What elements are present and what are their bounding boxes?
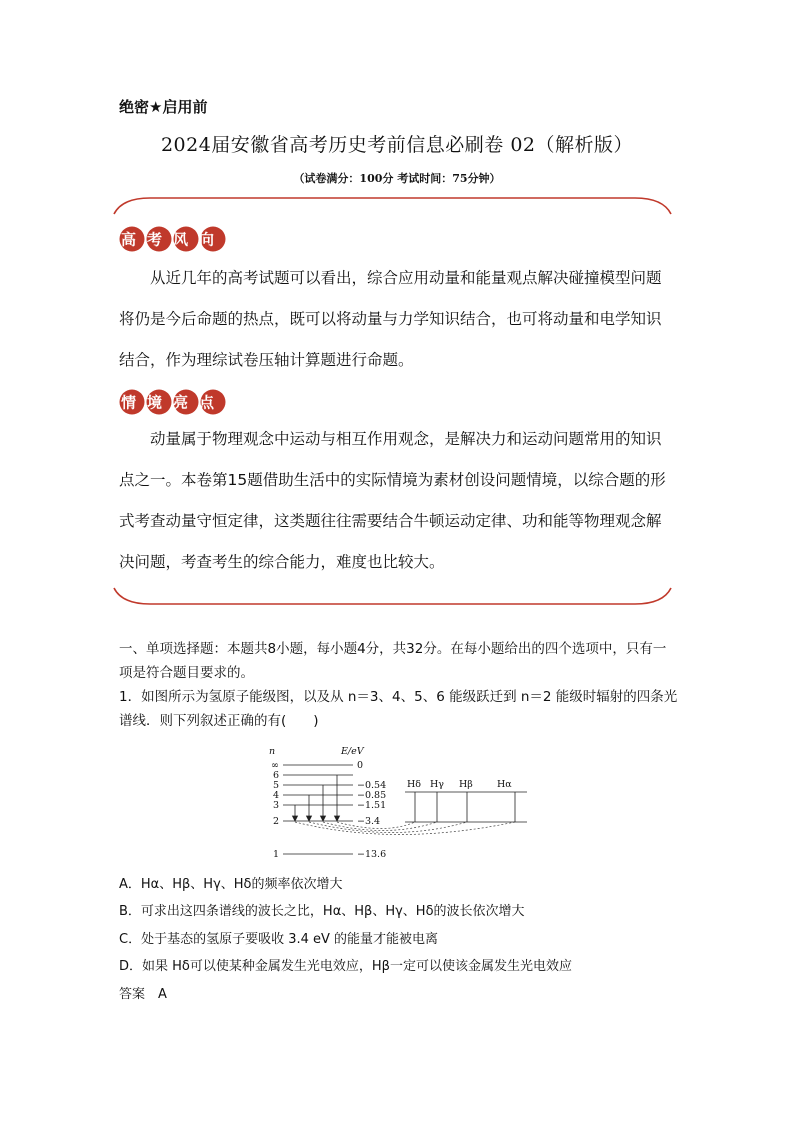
top-arc-divider [110, 192, 675, 218]
bottom-arc-divider [110, 584, 675, 610]
section-heading: 一、单项选择题：本题共8小题，每小题4分，共32分。在每小题给出的四个选项中，只有一项是符合题目要求的。 [119, 641, 667, 681]
level-e-3: −1.51 [357, 800, 387, 811]
question-1-stem: 1．如图所示为氢原子能级图，以及从 n＝3、4、5、6 能级跃迁到 n＝2 能级时辐射的四条光谱线．则下列叙述正确的有( ) [119, 689, 678, 729]
label-halpha: Hα [497, 779, 512, 790]
label-hgamma: Hγ [430, 779, 444, 790]
option-b: B．可求出这四条谱线的波长之比，Hα、Hβ、Hγ、Hδ的波长依次增大 [119, 904, 525, 919]
level-n-5: 5 [273, 780, 280, 791]
level-e-2: −3.4 [357, 816, 381, 827]
paragraph-highlight: 动量属于物理观念中运动与相互作用观念，是解决力和运动问题常用的知识点之一。本卷第15题借助生活中的实际情境为素材创设问题情境，以综合题的形式考查动量守恒定律，这类题往往需要结合牛顿运动定律、功和能等物理观念解决问题，考查考生的综合能力，难度也比较大。 [119, 430, 666, 571]
label-hdelta: Hδ [407, 779, 422, 790]
exam-meta: （试卷满分：100分 考试时间：75分钟） [293, 172, 501, 185]
level-n-inf: ∞ [271, 760, 279, 771]
banner-2-label: 情境亮点 [120, 393, 226, 412]
energy-level-diagram [265, 745, 530, 865]
level-n-2: 2 [273, 816, 280, 827]
label-hbeta: Hβ [459, 779, 473, 790]
level-e-4: −0.85 [357, 790, 387, 801]
answer-label: 答案 A [119, 987, 167, 1002]
banner-1-label: 高考风向 [120, 230, 226, 249]
diagram-n-label: n [269, 746, 276, 757]
level-n-6: 6 [273, 770, 280, 781]
level-e-inf: 0 [357, 760, 364, 771]
option-a: A．Hα、Hβ、Hγ、Hδ的频率依次增大 [119, 877, 343, 892]
banner-qingjing-liangdian [119, 389, 227, 415]
diagram-e-label: E/eV [341, 746, 364, 757]
banner-gaokao-fengxiang [119, 226, 227, 252]
option-d: D．如果 Hδ可以使某种金属发生光电效应，Hβ一定可以使该金属发生光电效应 [119, 959, 572, 974]
secret-label: 绝密★启用前 [119, 98, 208, 116]
paragraph-trend: 从近几年的高考试题可以看出，综合应用动量和能量观点解决碰撞模型问题将仍是今后命题的热点，既可以将动量与力学知识结合，也可将动量和电学知识结合，作为理综试卷压轴计算题进行命题。 [119, 269, 662, 369]
level-e-1: −13.6 [357, 849, 387, 860]
page-title: 2024届安徽省高考历史考前信息必刷卷 02（解析版） [160, 134, 634, 156]
level-n-4: 4 [273, 790, 280, 801]
level-n-3: 3 [273, 800, 280, 811]
level-e-5: −0.54 [357, 780, 387, 791]
level-n-1: 1 [273, 849, 280, 860]
option-c: C．处于基态的氢原子要吸收 3.4 eV 的能量才能被电离 [119, 932, 439, 947]
